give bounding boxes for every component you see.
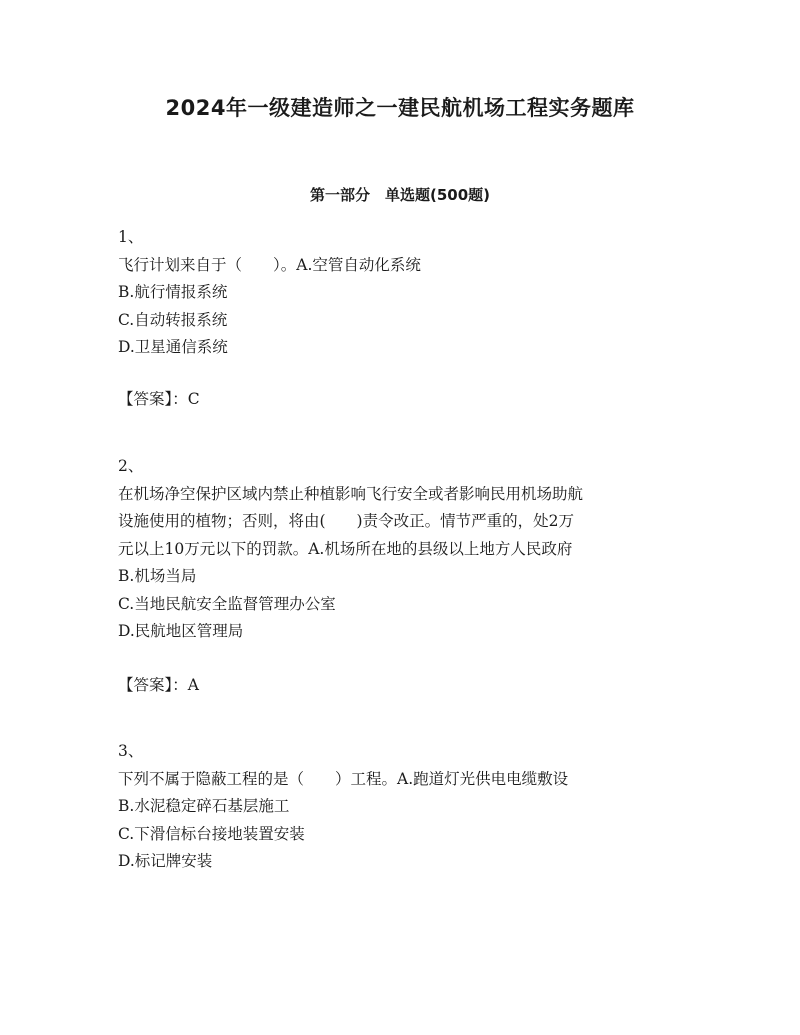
option-d: D.标记牌安装	[118, 852, 213, 870]
question-stem-line: 元以上10万元以下的罚款。A.机场所在地的县级以上地方人民政府	[118, 539, 573, 558]
question-stem-line: 飞行计划来自于（ ）。A.空管自动化系统	[118, 255, 421, 274]
question-1	[118, 224, 698, 362]
question-stem-line: 设施使用的植物；否则，将由( )责令改正。情节严重的，处2万	[118, 512, 574, 530]
question-2	[118, 453, 698, 646]
option-c: C.下滑信标台接地装置安装	[118, 824, 305, 843]
question-number: 1、	[118, 228, 144, 246]
option-b: B.机场当局	[118, 567, 197, 585]
question-3	[118, 738, 698, 876]
answer-1: 【答案】：C	[118, 390, 200, 408]
question-number: 3、	[118, 742, 144, 760]
option-d: D.卫星通信系统	[118, 338, 228, 356]
option-b: B.航行情报系统	[118, 283, 228, 301]
document-title: 2024年一级建造师之一建民航机场工程实务题库	[165, 96, 635, 120]
option-c: C.自动转报系统	[118, 310, 228, 329]
section-title: 第一部分 单选题(500题)	[309, 186, 491, 204]
option-b: B.水泥稳定碎石基层施工	[118, 797, 290, 815]
question-number: 2、	[118, 457, 144, 475]
option-c: C.当地民航安全监督管理办公室	[118, 594, 336, 613]
question-stem-line: 下列不属于隐蔽工程的是（ ）工程。A.跑道灯光供电电缆敷设	[118, 769, 569, 788]
question-stem-line: 在机场净空保护区域内禁止种植影响飞行安全或者影响民用机场助航	[118, 484, 584, 503]
option-d: D.民航地区管理局	[118, 622, 244, 640]
answer-2: 【答案】：A	[118, 676, 199, 694]
